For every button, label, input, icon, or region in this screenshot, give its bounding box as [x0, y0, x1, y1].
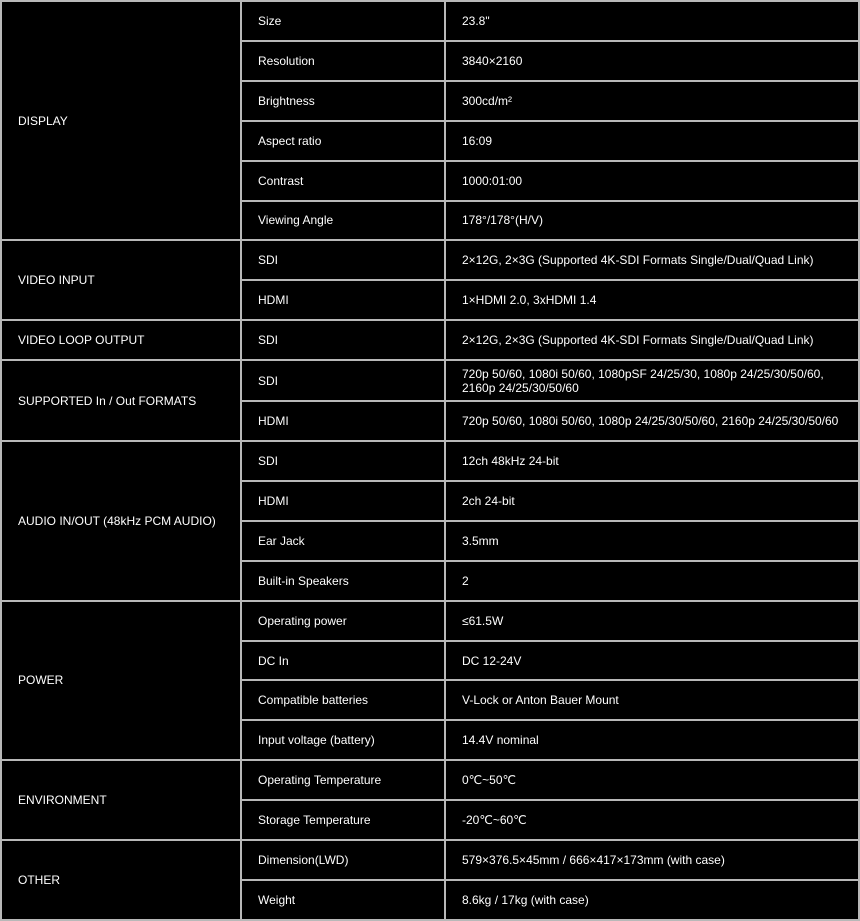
spec-value: 8.6kg / 17kg (with case) [446, 881, 858, 919]
spec-label: Compatible batteries [242, 681, 444, 719]
section-category: ENVIRONMENT [2, 761, 240, 839]
spec-label: Weight [242, 881, 444, 919]
spec-value: DC 12-24V [446, 642, 858, 680]
spec-label: Operating Temperature [242, 761, 444, 799]
spec-value: ≤61.5W [446, 602, 858, 640]
spec-value: 300cd/m² [446, 82, 858, 120]
spec-label: Contrast [242, 162, 444, 200]
spec-row [2, 241, 858, 279]
spec-value: 2×12G, 2×3G (Supported 4K-SDI Formats Single/Dual/Quad Link) [446, 241, 858, 279]
section-category: OTHER [2, 841, 240, 919]
spec-row [2, 2, 858, 40]
spec-label: Storage Temperature [242, 801, 444, 839]
section-category: DISPLAY [2, 2, 240, 239]
spec-label: SDI [242, 361, 444, 400]
spec-label: HDMI [242, 281, 444, 319]
spec-label: Input voltage (battery) [242, 721, 444, 759]
spec-value: 16:09 [446, 122, 858, 160]
spec-row [2, 761, 858, 799]
spec-label: SDI [242, 442, 444, 480]
spec-value: -20℃~60℃ [446, 801, 858, 839]
section-category: POWER [2, 602, 240, 760]
spec-label: Ear Jack [242, 522, 444, 560]
spec-value: 3840×2160 [446, 42, 858, 80]
spec-value: 2ch 24-bit [446, 482, 858, 520]
spec-label: Dimension(LWD) [242, 841, 444, 879]
spec-value: 0℃~50℃ [446, 761, 858, 799]
section-category: VIDEO INPUT [2, 241, 240, 319]
spec-label: HDMI [242, 402, 444, 440]
spec-value: 1000:01:00 [446, 162, 858, 200]
spec-row [2, 442, 858, 480]
spec-label: Viewing Angle [242, 202, 444, 240]
spec-label: Resolution [242, 42, 444, 80]
spec-value: 720p 50/60, 1080i 50/60, 1080p 24/25/30/50/60, 2160p 24/25/30/50/60 [446, 402, 858, 440]
spec-label: Built-in Speakers [242, 562, 444, 600]
spec-value: 3.5mm [446, 522, 858, 560]
spec-row [2, 841, 858, 879]
section-category: AUDIO IN/OUT (48kHz PCM AUDIO) [2, 442, 240, 600]
spec-value: 579×376.5×45mm / 666×417×173mm (with case) [446, 841, 858, 879]
spec-row [2, 361, 858, 400]
spec-value: 14.4V nominal [446, 721, 858, 759]
spec-value: 12ch 48kHz 24-bit [446, 442, 858, 480]
section-category: SUPPORTED In / Out FORMATS [2, 361, 240, 440]
spec-label: SDI [242, 241, 444, 279]
spec-label: Aspect ratio [242, 122, 444, 160]
spec-value: 23.8" [446, 2, 858, 40]
spec-label: DC In [242, 642, 444, 680]
spec-value: 720p 50/60, 1080i 50/60, 1080pSF 24/25/30, 1080p 24/25/30/50/60, 2160p 24/25/30/50/60 [446, 361, 858, 400]
spec-label: HDMI [242, 482, 444, 520]
spec-row [2, 321, 858, 359]
spec-value: 178°/178°(H/V) [446, 202, 858, 240]
spec-value: 2×12G, 2×3G (Supported 4K-SDI Formats Single/Dual/Quad Link) [446, 321, 858, 359]
spec-value: 2 [446, 562, 858, 600]
spec-label: SDI [242, 321, 444, 359]
spec-label: Brightness [242, 82, 444, 120]
spec-table-body [2, 2, 858, 919]
spec-value: 1×HDMI 2.0, 3xHDMI 1.4 [446, 281, 858, 319]
spec-row [2, 602, 858, 640]
spec-label: Operating power [242, 602, 444, 640]
spec-value: V-Lock or Anton Bauer Mount [446, 681, 858, 719]
section-category: VIDEO LOOP OUTPUT [2, 321, 240, 359]
spec-label: Size [242, 2, 444, 40]
